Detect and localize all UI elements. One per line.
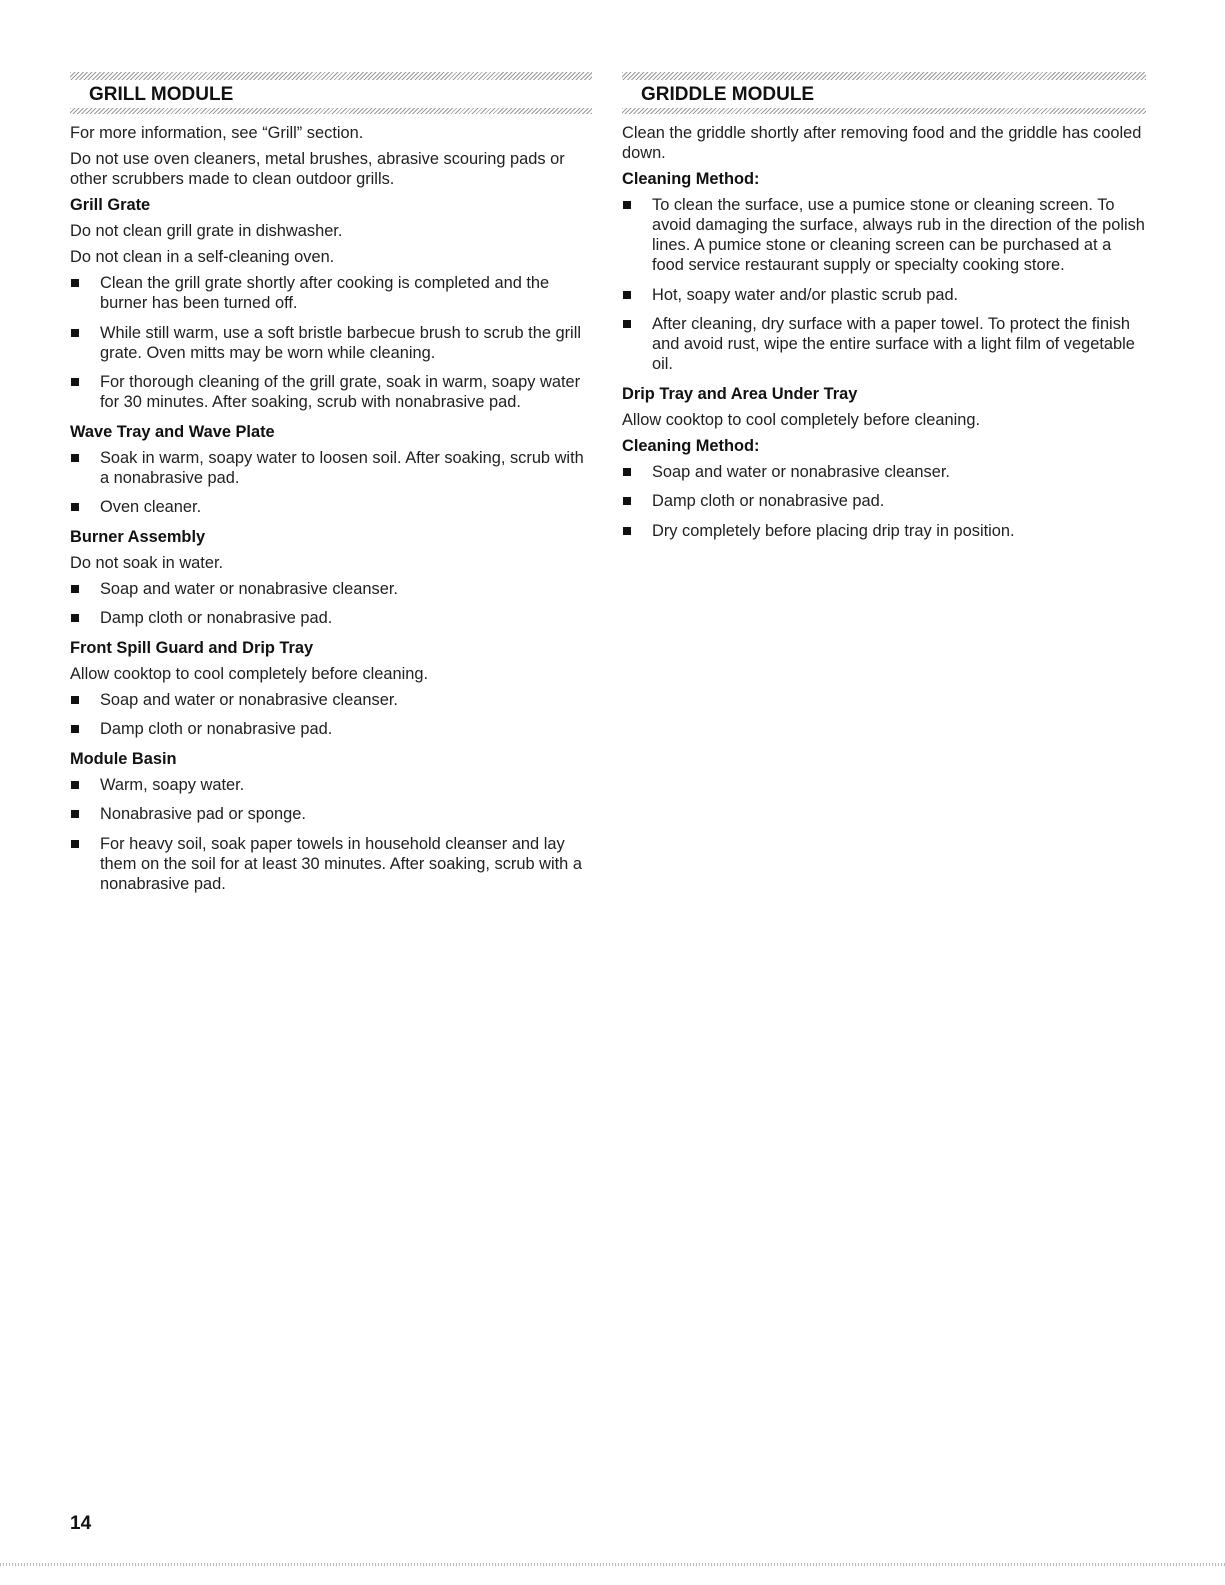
- grill-grate-note-oven: Do not clean in a self-cleaning oven.: [70, 248, 335, 266]
- spill-guard-list: [70, 690, 592, 740]
- wave-tray-list: [70, 448, 592, 518]
- bullet-icon: [623, 468, 631, 476]
- list-item: Soap and water or nonabrasive cleanser.: [622, 462, 1146, 482]
- bullet-icon: [71, 725, 79, 733]
- list-item: Damp cloth or nonabrasive pad.: [622, 491, 1146, 511]
- bullet-icon: [71, 454, 79, 462]
- list-item: Damp cloth or nonabrasive pad.: [70, 719, 592, 739]
- list-item: Soap and water or nonabrasive cleanser.: [70, 579, 592, 599]
- page-number: 14: [70, 1513, 92, 1534]
- bullet-icon: [623, 201, 631, 209]
- bullet-icon: [71, 840, 79, 848]
- list-item: Dry completely before placing drip tray in position.: [622, 521, 1146, 541]
- bullet-icon: [71, 503, 79, 511]
- griddle-intro: Clean the griddle shortly after removing food and the griddle has cooled down.: [622, 124, 1142, 162]
- bullet-icon: [71, 279, 79, 287]
- grill-grate-list: [70, 273, 592, 412]
- griddle-cleaning-method-list: [622, 195, 1146, 374]
- section-header-hatch: [70, 108, 592, 114]
- grill-intro-reference: For more information, see “Grill” section.: [70, 124, 364, 142]
- grill-module-title: GRILL MODULE: [89, 84, 234, 105]
- list-item: Soap and water or nonabrasive cleanser.: [70, 690, 592, 710]
- list-item: Clean the grill grate shortly after cooking is completed and the burner has been turned off.: [70, 273, 592, 313]
- bullet-icon: [623, 320, 631, 328]
- module-basin-list: [70, 775, 592, 894]
- bullet-icon: [623, 497, 631, 505]
- bullet-icon: [71, 378, 79, 386]
- spill-guard-heading: Front Spill Guard and Drip Tray: [70, 638, 314, 657]
- list-item: Nonabrasive pad or sponge.: [70, 804, 592, 824]
- drip-tray-note: Allow cooktop to cool completely before cleaning.: [622, 410, 981, 429]
- section-header-hatch: [70, 72, 592, 80]
- list-item: Damp cloth or nonabrasive pad.: [70, 608, 592, 628]
- burner-assembly-heading: Burner Assembly: [70, 527, 206, 546]
- bullet-icon: [71, 329, 79, 337]
- drip-tray-cleaning-method-list: [622, 462, 1146, 541]
- burner-assembly-note: Do not soak in water.: [70, 553, 224, 572]
- grill-grate-note-dishwasher: Do not clean grill grate in dishwasher.: [70, 222, 343, 240]
- section-header-hatch: [622, 72, 1146, 80]
- list-item: For heavy soil, soak paper towels in household cleanser and lay them on the soil for at least 30 minutes. After soaking, scrub with a nonabrasive pad.: [70, 834, 592, 894]
- page-bottom-rule: [0, 1563, 1225, 1566]
- list-item: After cleaning, dry surface with a paper towel. To protect the finish and avoid rust, wipe the entire surface with a light film of vegetable oil.: [622, 314, 1146, 374]
- list-item: To clean the surface, use a pumice stone or cleaning screen. To avoid damaging the surface, always rub in the direction of the polish lines. A pumice stone or cleaning screen can be purchased at a food service restaurant supply or specialty cooking store.: [622, 195, 1146, 275]
- list-item: Oven cleaner.: [70, 497, 592, 517]
- wave-tray-heading: Wave Tray and Wave Plate: [70, 422, 275, 441]
- griddle-module-section: [622, 72, 1146, 550]
- bullet-icon: [71, 585, 79, 593]
- bullet-icon: [71, 614, 79, 622]
- list-item: For thorough cleaning of the grill grate, soak in warm, soapy water for 30 minutes. After soaking, scrub with nonabrasive pad.: [70, 372, 592, 412]
- section-header-hatch: [622, 108, 1146, 114]
- grill-grate-heading: Grill Grate: [70, 196, 151, 214]
- grill-intro-warning: Do not use oven cleaners, metal brushes, abrasive scouring pads or other scrubbers made to clean outdoor grills.: [70, 150, 565, 188]
- bullet-icon: [71, 810, 79, 818]
- list-item: Soak in warm, soapy water to loosen soil. After soaking, scrub with a nonabrasive pad.: [70, 448, 592, 488]
- bullet-icon: [71, 696, 79, 704]
- griddle-module-title: GRIDDLE MODULE: [641, 84, 815, 105]
- list-item: Warm, soapy water.: [70, 775, 592, 795]
- griddle-cleaning-method-heading: Cleaning Method:: [622, 170, 760, 188]
- bullet-icon: [71, 781, 79, 789]
- grill-module-section: [70, 72, 592, 903]
- bullet-icon: [623, 527, 631, 535]
- list-item: Hot, soapy water and/or plastic scrub pad.: [622, 285, 1146, 305]
- burner-assembly-list: [70, 579, 592, 629]
- drip-tray-heading: Drip Tray and Area Under Tray: [622, 384, 858, 403]
- drip-tray-cleaning-method-heading: Cleaning Method:: [622, 436, 760, 455]
- list-item: While still warm, use a soft bristle barbecue brush to scrub the grill grate. Oven mitts may be worn while cleaning.: [70, 323, 592, 363]
- bullet-icon: [623, 291, 631, 299]
- module-basin-heading: Module Basin: [70, 749, 177, 768]
- spill-guard-note: Allow cooktop to cool completely before cleaning.: [70, 664, 429, 683]
